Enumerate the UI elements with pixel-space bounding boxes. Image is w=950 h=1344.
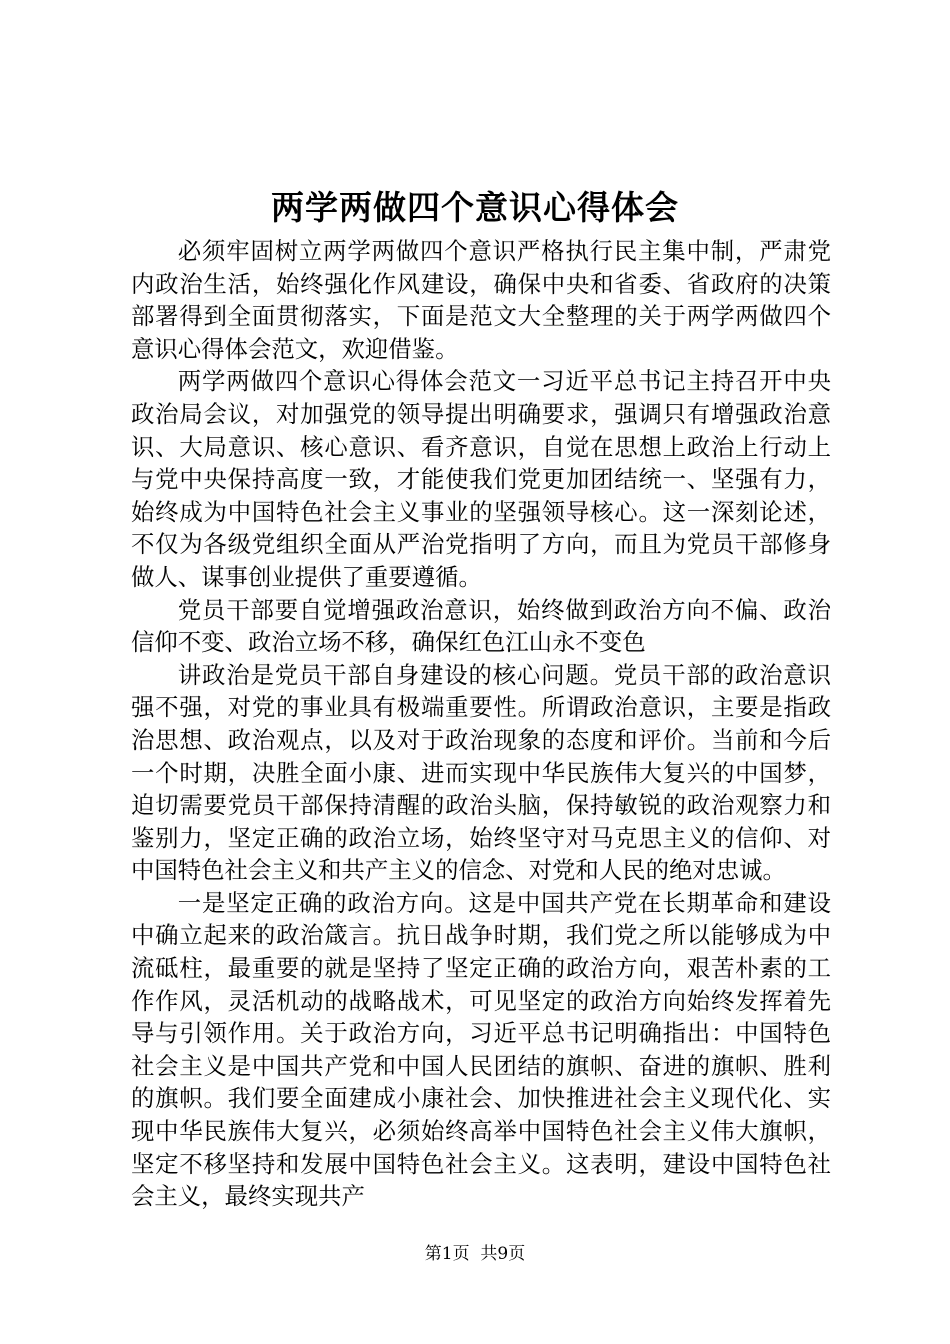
page-number: 第1页 xyxy=(424,1244,470,1264)
paragraph-essay-one-opening: 两学两做四个意识心得体会范文一习近平总书记主持召开中央政治局会议，对加强党的领导提出明确要求，强调只有增强政治意识、大局意识、核心意识、看齐意识，自觉在思想上政治上行动上与党中央保持高度一致，才能使我们党更加团结统一、坚强有力，始终成为中国特色社会主义事业的坚强领导核心。这一深刻论述，不仅为各级党组织全面从严治党指明了方向，而且为党员干部修身做人、谋事创业提供了重要遵循。 xyxy=(131,367,831,591)
page-footer xyxy=(0,1242,950,1266)
document-body xyxy=(131,235,831,1213)
paragraph-political-awareness-heading: 党员干部要自觉增强政治意识，始终做到政治方向不偏、政治信仰不变、政治立场不移，确保红色江山永不变色 xyxy=(131,595,831,657)
page-total: 共9页 xyxy=(480,1244,526,1264)
paragraph-political-direction: 一是坚定正确的政治方向。这是中国共产党在长期革命和建设中确立起来的政治箴言。抗日战争时期，我们党之所以能够成为中流砥柱，最重要的就是坚持了坚定正确的政治方向，艰苦朴素的工作作风，灵活机动的战略战术，可见坚定的政治方向始终发挥着先导与引领作用。关于政治方向，习近平总书记明确指出：中国特色社会主义是中国共产党和中国人民团结的旗帜、奋进的旗帜、胜利的旗帜。我们要全面建成小康社会、加快推进社会主义现代化、实现中华民族伟大复兴，必须始终高举中国特色社会主义伟大旗帜，坚定不移坚持和发展中国特色社会主义。这表明，建设中国特色社会主义，最终实现共产 xyxy=(131,888,831,1211)
paragraph-intro: 必须牢固树立两学两做四个意识严格执行民主集中制，严肃党内政治生活，始终强化作风建设，确保中央和省委、省政府的决策部署得到全面贯彻落实，下面是范文大全整理的关于两学两做四个意识心得体会范文，欢迎借鉴。 xyxy=(131,237,831,363)
paragraph-talk-politics: 讲政治是党员干部自身建设的核心问题。党员干部的政治意识强不强，对党的事业具有极端重要性。所谓政治意识，主要是指政治思想、政治观点，以及对于政治现象的态度和评价。当前和今后一个时期，决胜全面小康、进而实现中华民族伟大复兴的中国梦，迫切需要党员干部保持清醒的政治头脑，保持敏锐的政治观察力和鉴别力，坚定正确的政治立场，始终坚守对马克思主义的信仰、对中国特色社会主义和共产主义的信念、对党和人民的绝对忠诚。 xyxy=(131,660,831,885)
document-title: 两学两做四个意识心得体会 xyxy=(271,188,679,227)
